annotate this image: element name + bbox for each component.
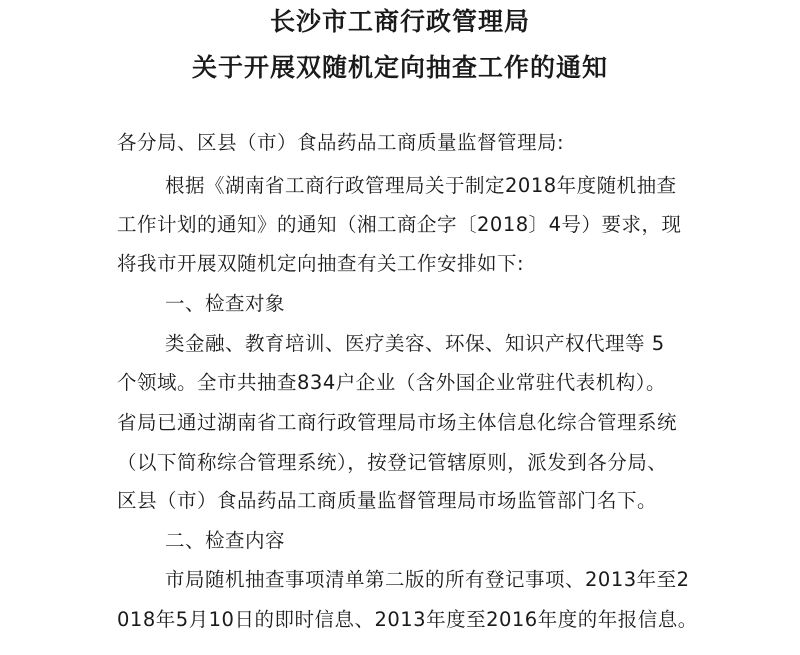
document-title-line-1: 长沙市工商行政管理局 bbox=[269, 7, 530, 36]
paragraph-line: 个领域。全市共抽查834户企业（含外国企业常驻代表机构）。 bbox=[117, 371, 666, 394]
document-title-line-2: 关于开展双随机定向抽查工作的通知 bbox=[191, 53, 608, 82]
paragraph-line: 省局已通过湖南省工商行政管理局市场主体信息化综合管理系统 bbox=[117, 411, 678, 434]
paragraph-line: 类金融、教育培训、医疗美容、环保、知识产权代理等 5 bbox=[165, 332, 665, 355]
section-heading: 二、检查内容 bbox=[165, 529, 286, 552]
paragraph-line: （以下简称综合管理系统），按登记管辖原则，派发到各分局、 bbox=[117, 451, 668, 474]
paragraph-line: 区县（市）食品药品工商质量监督管理局市场监管部门名下。 bbox=[117, 489, 658, 512]
paragraph-line: 根据《湖南省工商行政管理局关于制定2018年度随机抽查 bbox=[165, 174, 677, 197]
paragraph-line: 将我市开展双随机定向抽查有关工作安排如下: bbox=[117, 252, 525, 275]
salutation: 各分局、区县（市）食品药品工商质量监督管理局: bbox=[117, 131, 565, 154]
paragraph-line: 市局随机抽查事项清单第二版的所有登记事项、2013年至2 bbox=[165, 568, 690, 591]
paragraph-line: 018年5月10日的即时信息、2013年度至2016年度的年报信息。 bbox=[117, 608, 698, 631]
section-heading: 一、检查对象 bbox=[165, 292, 286, 315]
paragraph-line: 工作计划的通知》的通知（湘工商企字〔2018〕4号）要求，现 bbox=[117, 213, 682, 236]
